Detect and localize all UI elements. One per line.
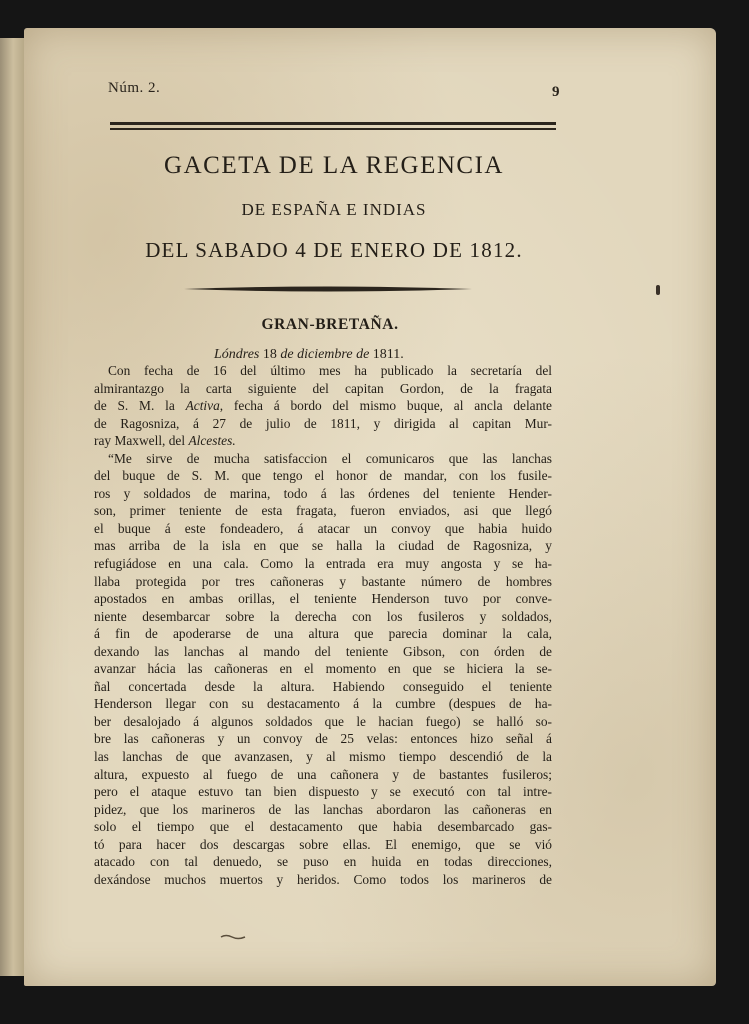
gazette-subtitle: DE ESPAÑA E INDIAS — [241, 200, 427, 219]
gazette-title: GACETA DE LA REGENCIA — [164, 152, 504, 179]
text-line: dexando las lanchas al mando del teniente Gibson, con órden de — [94, 643, 552, 659]
text-line: pidez, que los marineros de las lanchas abordaron las cañoneras en — [94, 801, 552, 817]
text-line: dexándose muchos muertos y heridos. Como todos los marineros de — [94, 871, 552, 887]
ink-smudge-icon — [220, 934, 246, 940]
article-dateline — [214, 347, 404, 363]
ornament-rule-icon — [184, 284, 472, 294]
text-line: niente desembarcar sobre la derecha con los fusileros y soldados, — [94, 608, 552, 624]
text-line: del buque de S. M. que tengo el honor de mandar, con los fusile- — [94, 468, 552, 484]
text-line: almirantazgo la carta siguiente del capitan Gordon, de la fragata — [94, 380, 552, 396]
text-line: de S. M. la Activa, fecha á bordo del mismo buque, al ancla delante — [94, 398, 552, 414]
text-line: Henderson llegar con su destacamento á la cumbre (despues de ha- — [94, 696, 552, 712]
ship-name-activa: Activa — [185, 398, 220, 414]
text-line: avanzar hácia las cañoneras en el momento en que se hiciera la se- — [94, 661, 552, 677]
text-line: ñal concertada desde la altura. Habiendo conseguido el teniente — [94, 678, 552, 694]
text-line: tó para hacer dos descargas sobre ellas. El enemigo, que se vió — [94, 836, 552, 852]
text-line: ros y soldados de marina, todo á las órdenes del teniente Hender- — [94, 485, 552, 501]
text-line: ray Maxwell, del Alcestes. — [94, 433, 236, 449]
text-line: son, primer teniente de esta fragata, fueron enviados, asi que llegó — [94, 503, 552, 519]
text-line: llaba protegida por tres cañoneras y bastante número de hombres — [94, 573, 552, 589]
dateline-place: Lóndres — [214, 347, 260, 362]
gazette-page — [24, 28, 716, 986]
text-line: á fin de apoderarse de una altura que parecia dominar la cala, — [94, 626, 552, 642]
page-number: 9 — [552, 84, 560, 100]
facing-page-edge — [0, 38, 25, 976]
ink-blot-icon — [656, 285, 660, 295]
header-double-rule — [110, 122, 556, 132]
text-line: altura, expuesto al fuego de una cañonera y de bastantes fusileros; — [94, 766, 552, 782]
issue-date: DEL SABADO 4 DE ENERO DE 1812. — [145, 238, 523, 262]
dateline-day: 18 — [262, 347, 277, 362]
text-line: Con fecha de 16 del último mes ha publicado la secretaría del — [108, 363, 552, 378]
section-heading: GRAN-BRETAÑA. — [261, 316, 399, 333]
dateline-year: 1811. — [372, 347, 404, 362]
text-line: atacado con tal denuedo, se puso en huida en todas direcciones, — [94, 854, 552, 870]
text-line: apostados en ambas orillas, el teniente Henderson tuvo por conve- — [94, 591, 552, 607]
text-line: bre las cañoneras y un convoy de 25 velas: entonces hizo señal á — [94, 731, 552, 747]
text-line: solo el tiempo que el destacamento que habia desembarcado gas- — [94, 819, 552, 835]
text-line: ber desalojado á algunos soldados que le hacian fuego) se halló so- — [94, 713, 552, 729]
dateline-connector: de diciembre de — [280, 347, 370, 362]
article-body — [94, 362, 552, 888]
issue-number: Núm. 2. — [108, 80, 161, 96]
text-line: de Ragosniza, á 27 de julio de 1811, y dirigida al capitan Mur- — [94, 415, 552, 431]
text-line: el buque á este fondeadero, á atacar un convoy que habia huido — [94, 520, 552, 536]
text-line: pero el ataque estuvo tan bien dispuesto y se executó con tal intre- — [94, 784, 552, 800]
text-line: mas arriba de la isla en que se halla la ciudad de Ragosniza, y — [94, 538, 552, 554]
ship-name-alcestes: Alcestes. — [188, 433, 236, 449]
text-line: refugiádose en una cala. Como la entrada era muy angosta y se ha- — [94, 556, 552, 572]
text-line: las lanchas de que avanzasen, y al mismo tiempo descendió de la — [94, 749, 552, 765]
text-line: “Me sirve de mucha satisfaccion el comunicaros que las lanchas — [108, 450, 552, 466]
